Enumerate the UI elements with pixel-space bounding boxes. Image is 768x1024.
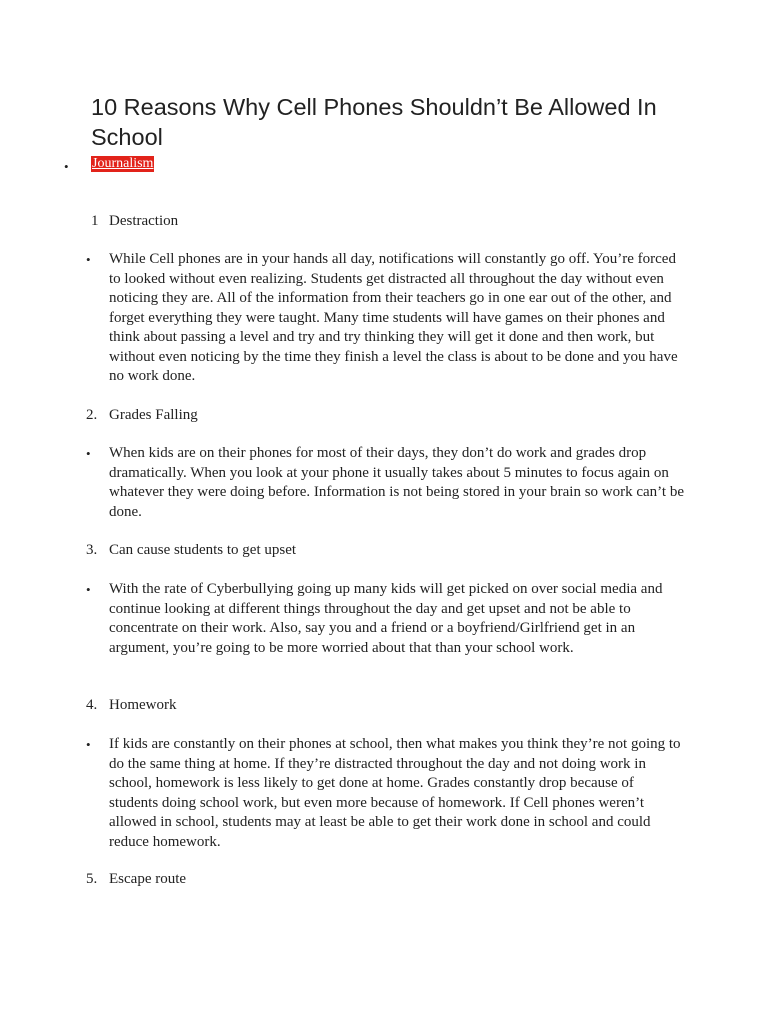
section-paragraph-2: When kids are on their phones for most of their days, they don’t do work and grades drop dramatically. When you look at your phone it usually takes about 5 minutes to focus again on whatever they were doing before. Information is not being stored in your brain so work can’t be done.: [109, 445, 684, 520]
section-paragraph-3: With the rate of Cyberbullying going up many kids will get picked on over social media and continue looking at different things throughout the day and get upset and not be able to concentrate on their work. Also, say you and a friend or a boyfriend/Girlfriend get in an argument, you’re going to be more worried about that than your school work.: [109, 581, 663, 656]
paragraph-bullet: •: [86, 582, 91, 597]
section-title: Can cause students to get upset: [109, 542, 297, 558]
page-title: 10 Reasons Why Cell Phones Shouldn’t Be Allowed In School: [91, 94, 657, 150]
section-title: Escape route: [109, 871, 187, 887]
section-title: Homework: [109, 697, 177, 713]
section-number: 2.: [86, 407, 98, 423]
category-tag-link[interactable]: Journalism: [92, 156, 154, 171]
section-title: Grades Falling: [109, 407, 198, 423]
section-number: 1: [91, 213, 99, 229]
section-paragraph-1: While Cell phones are in your hands all day, notifications will constantly go off. You’re forced to looked without even realizing. Students get distracted all throughout the day without even noticing they are. All of the information from their teachers go in one ear out of the other, and forget everything they were taught. Many time students will have games on their phones and think about passing a level and try and try thinking they will get it done and then work, but without even noticing by the time they finish a level the class is about to be done and you have no work done.: [109, 251, 678, 384]
section-title: Destraction: [109, 213, 179, 229]
section-number: 5.: [86, 871, 98, 887]
tag-bullet: •: [64, 159, 69, 174]
section-number: 4.: [86, 697, 98, 713]
paragraph-bullet: •: [86, 446, 91, 461]
section-number: 3.: [86, 542, 98, 558]
section-paragraph-4: If kids are constantly on their phones at school, then what makes you think they’re not going to do the same thing at home. If they’re distracted throughout the day and not doing work in school, homework is less likely to get done at home. Grades constantly drop because of students doing school work, but even more because of homework. If Cell phones weren’t allowed in school, students may at least be able to get their work done in school and could reduce homework.: [109, 736, 681, 850]
paragraph-bullet: •: [86, 737, 91, 752]
paragraph-bullet: •: [86, 252, 91, 267]
